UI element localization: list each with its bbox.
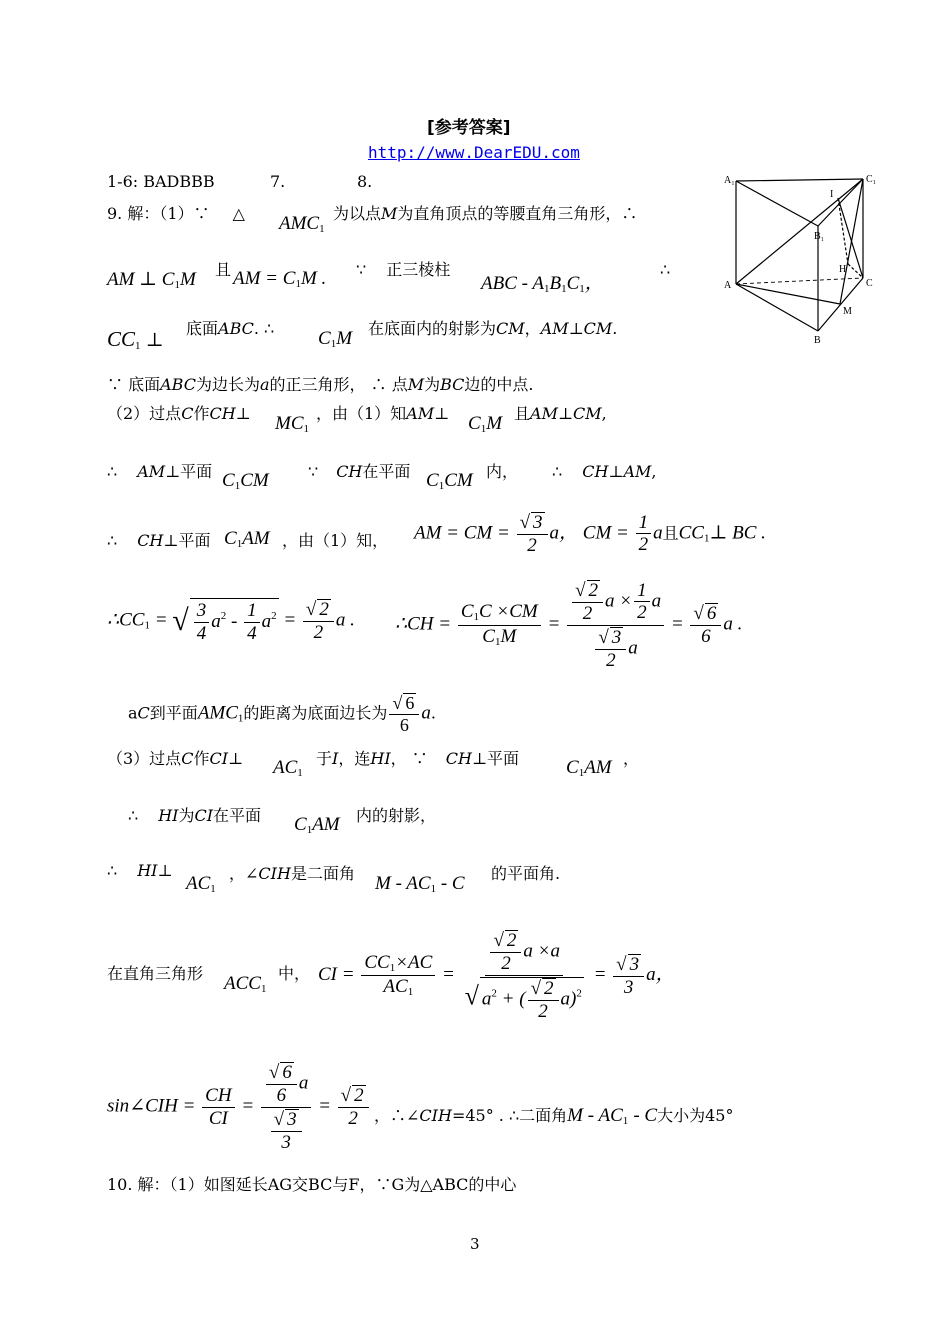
p3-conclusion: ，∴∠CIH=45° . ∴二面角M - $AC_1$ - C大小为45°: [374, 1105, 734, 1127]
p3-line2-a: ∴ HI为CI在平面: [128, 806, 262, 825]
label-b: B: [814, 335, 821, 346]
p3-line1-a: （3）过点C作CI⊥: [107, 749, 244, 768]
q9-because-prism: ∵ 正三棱柱: [356, 260, 451, 279]
p2-distance: aC到平面$AMC_1$的距离为底面边长为 $\frac{√ 6}{6}$ a.: [128, 693, 436, 735]
label-c1: C₁: [866, 174, 877, 185]
q9-am-eq: AM = $C_1M$ .: [233, 268, 327, 290]
edge-a1c1: [736, 179, 863, 181]
q9-base-plane: 底面ABC. ∴: [186, 319, 275, 338]
p2-cc1-calc: $\therefore CC_1$ = √ $\frac{3}{4}$ $a^2$ - $\frac{1}{4}$ $a^2$ = $\frac{√ 2}{2}$ a .: [107, 599, 355, 644]
q9-therefore-1: ∴: [660, 260, 671, 279]
label-h: H: [839, 264, 847, 275]
seg-am: [736, 284, 840, 304]
q9-am-perp: AM ⊥ $C_1M$: [107, 269, 196, 291]
p3-sin-calc: sin∠CIH = $\frac{CH}{CI}$ = $\frac{√ 6}{6}$ a $\frac{√ 3}{3}$ = $\frac{√ 2}{2}$: [107, 1062, 371, 1153]
q9-line1-rest: 为以点M为直角顶点的等腰直角三角形，∴: [333, 204, 638, 223]
p2-line3-a: ∴ CH⊥平面: [107, 531, 211, 550]
answer-7-label: 7.: [270, 172, 286, 191]
p3-ac1: $AC_1$: [273, 757, 303, 779]
p2-line2-b: ∵ CH在平面: [308, 462, 411, 481]
p2-line1-end: 且AM⊥CM,: [514, 404, 607, 423]
p3-line1-b: 于I，连HI， ∵ CH⊥平面: [316, 749, 519, 768]
p3-line3-a: ∴ HI⊥: [107, 861, 173, 880]
p2-c1m: $C_1M$: [468, 413, 503, 435]
p2-line1-mid: ，由（1）知AM⊥: [316, 404, 450, 423]
p2-line1: （2）过点C作CH⊥: [107, 404, 251, 423]
p3-ci-calc: CI = $\frac{CC_1\times AC}{AC_1}$ = $\frac{√ 2}{2}$ a ×a √ $a^2$ + ( $\frac{√ 2}{2}$ a)$^2$ = $\frac{√ 3}{3}$ a，: [318, 930, 675, 1022]
q9-midpoint: ∵ 底面ABC为边长为a的正三角形， ∴ 点M为BC边的中点.: [107, 375, 534, 394]
prism-figure: [718, 166, 888, 346]
page-number: 3: [470, 1235, 480, 1253]
page-title: [参考答案]: [427, 118, 511, 138]
p2-am-eq-cm: AM = CM = $\frac{√ 3}{2}$ a， CM = $\frac{1}{2}$ a且$CC_1\perp$ BC .: [414, 511, 766, 556]
answer-8-label: 8.: [357, 172, 373, 191]
q10-line1: 10. 解：（1）如图延长AG交BC与F，∵G为△ABC的中心: [107, 1175, 517, 1194]
p3-plane-c1am: $C_1AM$: [566, 757, 612, 779]
label-c: C: [866, 278, 873, 289]
p3-in: 中，: [278, 964, 311, 983]
p3-plane-c1am-b: $C_1AM$: [294, 814, 340, 836]
q9-line1: 9. 解：（1）∵ △: [107, 204, 245, 223]
q9-amc1: $AMC_1$: [279, 213, 325, 235]
q9-projection: 在底面内的射影为CM，AM⊥CM.: [368, 319, 618, 338]
mc-answers: 1-6: BADBBB: [107, 172, 215, 191]
p2-mc1: $MC_1$: [275, 413, 309, 435]
q9-cc1: $CC_1$ ⊥: [107, 327, 164, 352]
q9-and: 且: [215, 260, 232, 279]
p3-line1-comma: ，: [623, 749, 640, 768]
label-a: A: [724, 280, 732, 291]
p2-line2-c: 内， ∴ CH⊥AM,: [486, 462, 657, 481]
label-m: M: [843, 306, 852, 317]
p2-plane-c1cm-a: $C_1CM$: [222, 470, 269, 492]
source-link[interactable]: http://www.DearEDU.com: [368, 143, 580, 162]
p3-line3-b: ，∠CIH是二面角: [229, 864, 355, 883]
edge-bc: [818, 278, 863, 331]
p3-right-triangle: 在直角三角形: [107, 964, 204, 983]
p3-dihedral: M - $AC_1$ - C: [375, 873, 465, 895]
label-i: I: [830, 189, 834, 200]
p3-plane-angle: 的平面角.: [491, 864, 561, 883]
p2-line2-a: ∴ AM⊥平面: [107, 462, 213, 481]
p3-projection: 内的射影，: [356, 806, 437, 825]
seg-ih: [838, 198, 848, 264]
label-b1: B₁: [814, 231, 825, 242]
p2-from-1: ，由（1）知，: [282, 531, 389, 550]
edge-a1b1: [736, 181, 818, 226]
p3-acc1: $ACC_1$: [224, 973, 267, 995]
label-a1: A₁: [724, 175, 735, 186]
p2-ch-calc: ∴CH = $\frac{C_1C \times CM}{C_1M}$ = $\frac{√ 2}{2}$ a × $\frac{1}{2}$ a $\frac{√ 3}{2}$ a = $\frac{√ 6}{6}$ a .: [395, 579, 743, 671]
q9-prism-name: ABC - $A_1B_1C_1$，: [481, 273, 604, 295]
p2-plane-c1cm-b: $C_1CM$: [426, 470, 473, 492]
p3-ac1-b: $AC_1$: [186, 873, 216, 895]
p2-plane-c1am: $C_1AM$: [224, 528, 270, 550]
edge-ab: [736, 284, 818, 331]
q9-c1m-a: $C_1M$: [318, 328, 353, 350]
